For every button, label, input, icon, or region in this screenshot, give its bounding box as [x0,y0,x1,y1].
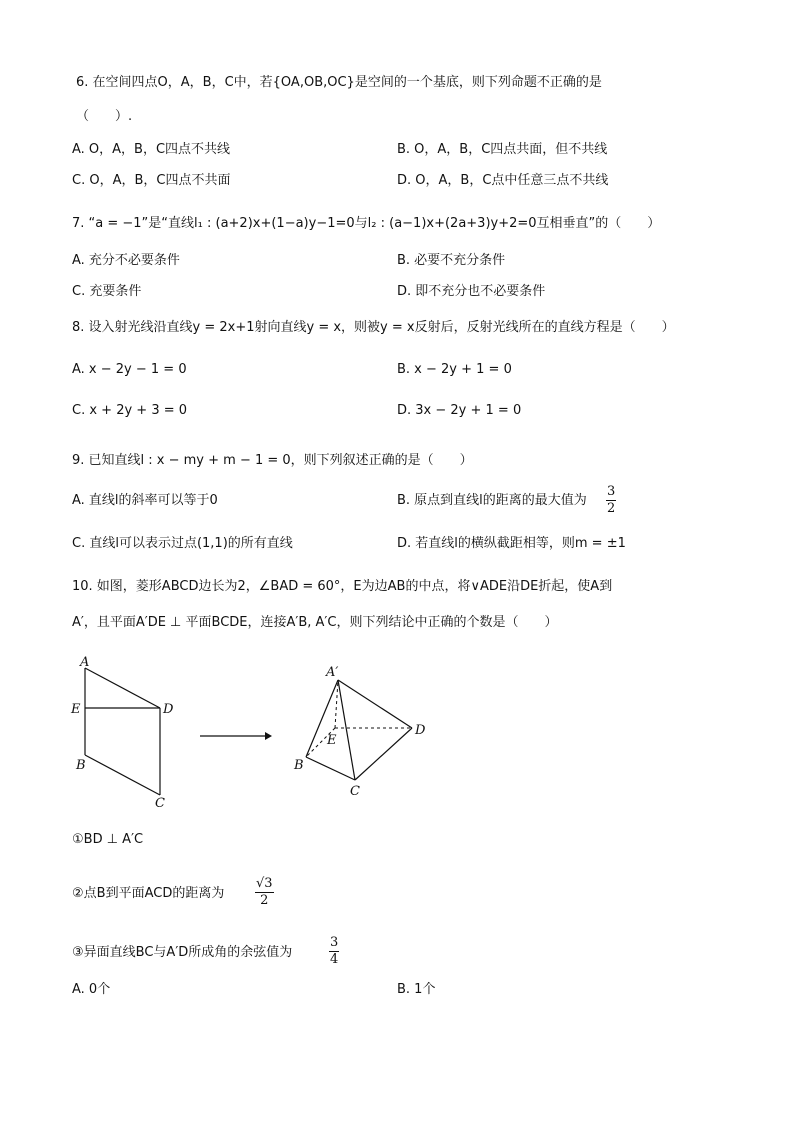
pyramid-figure [290,660,440,810]
fig2-label-b: B [294,758,304,773]
fig1-label-b: B [76,758,86,773]
q10-statement-2: ②点B到平面ACD的距离为 [72,886,225,901]
q6-option-b: B. O，A，B，C四点共面，但不共线 [397,142,608,157]
fig2-label-e: E [327,733,337,748]
q8-option-d: D. 3x − 2y + 1 = 0 [397,403,522,418]
q10-stem-line1: 10. 如图，菱形ABCD边长为2，∠BAD = 60°，E为边AB的中点，将∨ADE沿DE折起，使A到 [72,579,613,594]
q10-s3-denominator: 4 [330,952,339,967]
fig1-label-c: C [155,796,165,810]
q9-option-a: A. 直线l的斜率可以等于0 [72,493,218,508]
fig2-label-c: C [350,784,360,799]
q6-stem: 6. 在空间四点O，A，B，C中，若{OA,OB,OC}是空间的一个基底，则下列命题不正确的是 [76,75,602,90]
q8-stem: 8. 设入射光线沿直线y = 2x+1射向直线y = x，则被y = x反射后，反射光线所在的直线方程是（ ） [72,320,675,335]
fig2-label-d: D [415,723,426,738]
q10-option-a: A. 0个 [72,982,111,997]
q10-s3-numerator: 3 [330,935,339,950]
q9-option-c: C. 直线l可以表示过点(1,1)的所有直线 [72,536,293,551]
q6-option-a: A. O，A，B，C四点不共线 [72,142,231,157]
q7-stem: 7. “a = −1”是“直线l₁ : (a+2)x+(1−a)y−1=0与l₂ : (a−1)x+(2a+3)y+2=0互相垂直”的（ ） [72,216,661,231]
q7-option-a: A. 充分不必要条件 [72,253,180,268]
q7-option-c: C. 充要条件 [72,284,142,299]
q9-option-d: D. 若直线l的横纵截距相等，则m = ±1 [397,536,626,551]
q8-option-c: C. x + 2y + 3 = 0 [72,403,188,418]
q9-stem: 9. 已知直线l : x − my + m − 1 = 0，则下列叙述正确的是（ ） [72,453,473,468]
q10-statement-3: ③异面直线BC与A′D所成角的余弦值为 [72,945,293,960]
q7-option-d: D. 即不充分也不必要条件 [397,284,546,299]
fig2-label-a-prime: A′ [326,665,339,680]
fig1-label-a: A [80,655,90,670]
q10-option-b: B. 1个 [397,982,436,997]
q6-paren: （ ）. [76,109,133,124]
fig1-label-d: D [163,702,174,717]
q8-option-a: A. x − 2y − 1 = 0 [72,362,187,377]
q8-option-b: B. x − 2y + 1 = 0 [397,362,512,377]
q9-option-b: B. 原点到直线l的距离的最大值为 [397,493,587,508]
q10-s2-numerator: √3 [256,876,273,891]
q9-b-denominator: 2 [607,501,616,516]
rhombus-figure [60,650,190,810]
q10-s3-fraction [329,935,339,968]
fig1-label-e: E [71,702,81,717]
q9-b-numerator: 3 [607,484,616,499]
q7-option-b: B. 必要不充分条件 [397,253,506,268]
transform-arrow [195,726,275,746]
q10-statement-1: ①BD ⊥ A′C [72,832,144,847]
q10-s2-fraction [255,876,274,909]
q10-s2-denominator: 2 [260,893,269,908]
q6-option-c: C. O，A，B，C四点不共面 [72,173,231,188]
q6-option-d: D. O，A，B，C点中任意三点不共线 [397,173,609,188]
q10-stem-line2: A′，且平面A′DE ⊥ 平面BCDE，连接A′B, A′C，则下列结论中正确的个数是（ ） [72,615,558,630]
q9-b-fraction [606,484,616,517]
